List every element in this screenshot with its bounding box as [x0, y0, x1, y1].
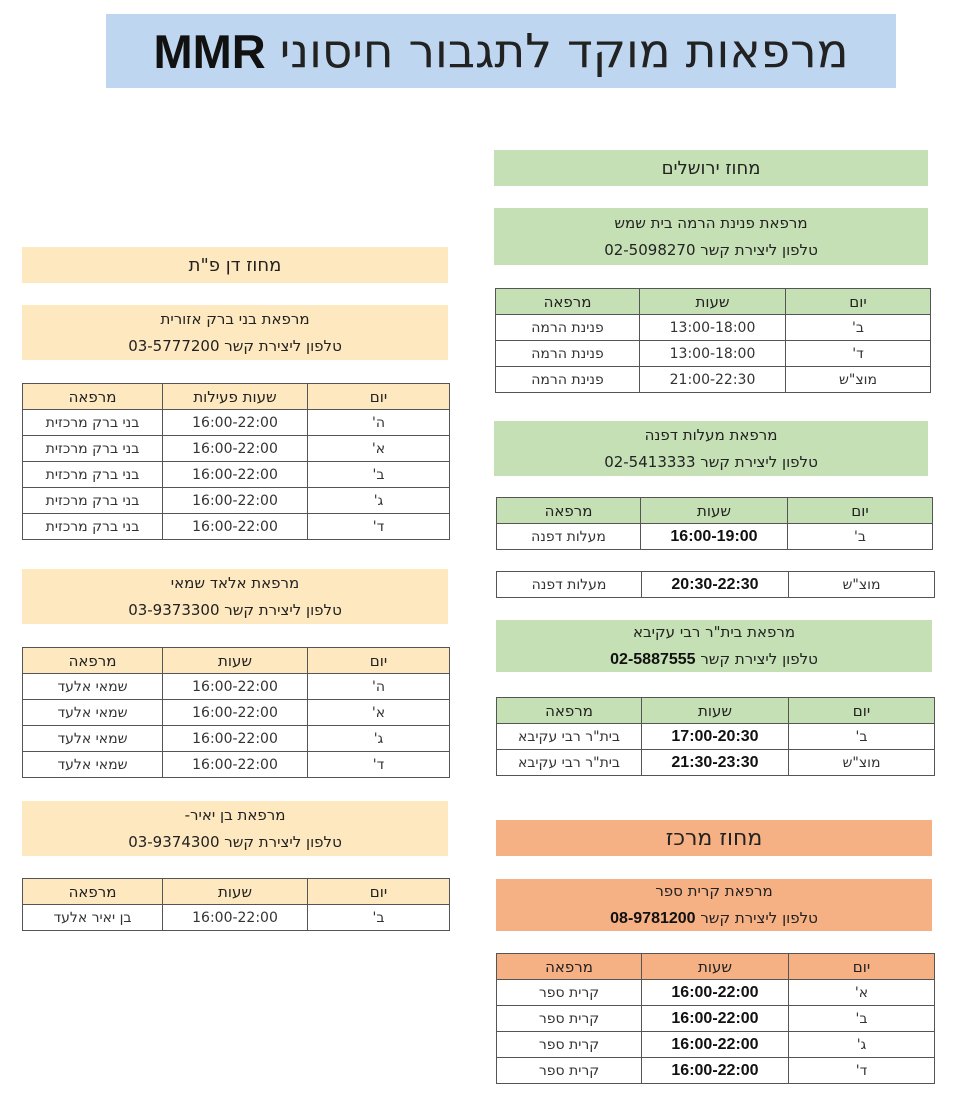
kiryat-sefer-clinic-card — [496, 879, 932, 931]
phone-label: טלפון ליצירת קשר — [700, 650, 818, 668]
dan-district-header — [22, 247, 448, 283]
table-row — [496, 341, 931, 367]
pninat-clinic-card — [494, 208, 928, 265]
clinic-phone-line — [128, 333, 342, 360]
page-title — [106, 14, 896, 88]
cell-clinic: בני ברק מרכזית — [23, 462, 163, 488]
hours-value: 16:00-22:00 — [192, 466, 278, 483]
cell-hours — [642, 572, 789, 598]
header-hours: שעות — [163, 648, 308, 674]
header-clinic: מרפאה — [497, 498, 641, 524]
cell-day: ב' — [308, 462, 450, 488]
header-clinic: מרפאה — [23, 384, 163, 410]
cell-hours — [163, 462, 308, 488]
elad-schedule-table — [22, 647, 450, 778]
phone-label: טלפון ליצירת קשר — [700, 452, 818, 471]
ben-yair-clinic-card — [22, 801, 448, 856]
phone-number: 02-5098270 — [604, 240, 696, 259]
clinic-name: מרפאת בית"ר רבי עקיבא — [632, 623, 796, 641]
clinic-name: מרפאת אלאד שמאי — [170, 573, 300, 592]
hours-value: 16:00-22:00 — [192, 730, 278, 747]
table-header-row — [497, 498, 933, 524]
clinic-phone-line — [604, 449, 818, 476]
header-hours: שעות — [640, 289, 786, 315]
clinic-phone-line — [128, 597, 342, 624]
elad-clinic-card — [22, 569, 448, 624]
table-row — [497, 724, 935, 750]
cell-day: מוצ"ש — [789, 572, 935, 598]
hours-value: 16:00-22:00 — [192, 909, 278, 926]
cell-hours — [642, 1058, 789, 1084]
district-title: מחוז ירושלים — [661, 157, 761, 179]
cell-day: מוצ"ש — [786, 367, 931, 393]
cell-day: ב' — [308, 905, 450, 931]
cell-day: ב' — [789, 724, 935, 750]
cell-clinic: שמאי אלעד — [23, 752, 163, 778]
phone-label: טלפון ליצירת קשר — [700, 909, 818, 927]
phone-number: 03-9373300 — [128, 600, 220, 619]
center-district-header — [496, 820, 932, 856]
hours-value: 17:00-20:30 — [671, 727, 759, 745]
header-clinic: מרפאה — [497, 698, 642, 724]
table-row — [23, 488, 450, 514]
title-hebrew: מרפאות מוקד לתגבור חיסוני — [279, 23, 849, 79]
bnei-brak-clinic-card — [22, 305, 448, 360]
table-row — [23, 700, 450, 726]
header-hours: שעות — [641, 498, 788, 524]
table-row — [497, 980, 935, 1006]
table-row — [497, 1058, 935, 1084]
table-row — [23, 514, 450, 540]
hours-value: 21:30-23:30 — [671, 753, 759, 771]
table-row — [497, 524, 933, 550]
clinic-name: מרפאת בני ברק אזורית — [160, 309, 310, 328]
table-row — [23, 410, 450, 436]
cell-hours — [642, 1006, 789, 1032]
cell-clinic: מעלות דפנה — [497, 572, 642, 598]
hours-value: 16:00-22:00 — [192, 440, 278, 457]
cell-clinic: בני ברק מרכזית — [23, 436, 163, 462]
phone-label: טלפון ליצירת קשר — [224, 336, 342, 355]
table-row — [497, 750, 935, 776]
cell-clinic: בני ברק מרכזית — [23, 488, 163, 514]
hours-value: 16:00-22:00 — [192, 492, 278, 509]
table-header-row — [23, 648, 450, 674]
cell-hours — [641, 524, 788, 550]
hours-value: 13:00-18:00 — [669, 319, 756, 336]
cell-day: ג' — [308, 488, 450, 514]
clinic-phone-line — [610, 905, 818, 932]
header-day: יום — [308, 879, 450, 905]
cell-clinic: קרית ספר — [497, 1006, 642, 1032]
cell-hours — [642, 750, 789, 776]
table-row — [23, 726, 450, 752]
hours-value: 16:00-22:00 — [671, 983, 759, 1001]
hours-value: 16:00-19:00 — [670, 527, 758, 545]
hours-value: 21:00-22:30 — [669, 371, 756, 388]
phone-label: טלפון ליצירת קשר — [224, 832, 342, 851]
hours-value: 16:00-22:00 — [671, 1035, 759, 1053]
cell-day: א' — [308, 700, 450, 726]
cell-clinic: שמאי אלעד — [23, 674, 163, 700]
bnei-brak-schedule-table — [22, 383, 450, 540]
cell-clinic: פנינת הרמה — [496, 315, 640, 341]
cell-day: א' — [789, 980, 935, 1006]
title-mmr: MMR — [153, 24, 266, 78]
cell-clinic: בן יאיר אלעד — [23, 905, 163, 931]
clinic-name: מרפאת קרית ספר — [655, 882, 773, 900]
phone-label: טלפון ליצירת קשר — [700, 240, 818, 259]
cell-hours — [163, 410, 308, 436]
cell-day: ד' — [786, 341, 931, 367]
cell-day: ה' — [308, 674, 450, 700]
cell-clinic: בית"ר רבי עקיבא — [497, 724, 642, 750]
cell-day: ב' — [788, 524, 933, 550]
phone-number: 08-9781200 — [610, 910, 696, 927]
header-day: יום — [789, 954, 935, 980]
phone-number: 02-5413333 — [604, 452, 696, 471]
cell-clinic: קרית ספר — [497, 980, 642, 1006]
header-hours: שעות — [163, 879, 308, 905]
hours-value: 16:00-22:00 — [192, 678, 278, 695]
table-row — [23, 436, 450, 462]
table-row — [23, 462, 450, 488]
maalot-schedule-table — [496, 497, 933, 550]
cell-hours — [640, 315, 786, 341]
cell-hours — [163, 752, 308, 778]
table-header-row — [23, 879, 450, 905]
cell-day: ד' — [308, 514, 450, 540]
cell-clinic: שמאי אלעד — [23, 726, 163, 752]
cell-clinic: פנינת הרמה — [496, 341, 640, 367]
header-hours: שעות — [642, 954, 789, 980]
header-day: יום — [788, 498, 933, 524]
hours-value: 16:00-22:00 — [192, 414, 278, 431]
hours-value: 16:00-22:00 — [671, 1009, 759, 1027]
cell-hours — [640, 367, 786, 393]
clinic-phone-line — [604, 237, 818, 264]
cell-day: ד' — [308, 752, 450, 778]
table-header-row — [23, 384, 450, 410]
table-row — [496, 315, 931, 341]
table-row — [23, 905, 450, 931]
district-title: מחוז דן פ"ת — [188, 254, 282, 276]
pninat-schedule-table — [495, 288, 931, 393]
clinic-phone-line — [610, 646, 818, 673]
table-row — [497, 572, 935, 598]
hours-value: 13:00-18:00 — [669, 345, 756, 362]
akiva-clinic-card — [496, 620, 932, 672]
table-row — [497, 1032, 935, 1058]
hours-value: 16:00-22:00 — [192, 518, 278, 535]
cell-hours — [163, 905, 308, 931]
phone-number: 02-5887555 — [610, 651, 696, 668]
cell-hours — [163, 514, 308, 540]
header-clinic: מרפאה — [23, 648, 163, 674]
cell-clinic: פנינת הרמה — [496, 367, 640, 393]
table-row — [23, 752, 450, 778]
header-clinic: מרפאה — [497, 954, 642, 980]
cell-hours — [642, 724, 789, 750]
maalot-clinic-card — [494, 421, 928, 476]
cell-day: מוצ"ש — [789, 750, 935, 776]
header-day: יום — [308, 648, 450, 674]
clinic-name: מרפאת פנינת הרמה בית שמש — [614, 213, 808, 232]
cell-clinic: בני ברק מרכזית — [23, 514, 163, 540]
cell-hours — [163, 674, 308, 700]
header-hours: שעות פעילות — [163, 384, 308, 410]
phone-label: טלפון ליצירת קשר — [224, 600, 342, 619]
clinic-name: מרפאת מעלות דפנה — [644, 425, 778, 444]
cell-hours — [163, 436, 308, 462]
header-clinic: מרפאה — [496, 289, 640, 315]
header-clinic: מרפאה — [23, 879, 163, 905]
cell-clinic: מעלות דפנה — [497, 524, 641, 550]
akiva-schedule-table — [496, 697, 935, 776]
header-day: יום — [308, 384, 450, 410]
clinic-phone-line — [128, 829, 342, 856]
hours-value: 20:30-22:30 — [671, 575, 759, 593]
cell-hours — [640, 341, 786, 367]
cell-day: ג' — [789, 1032, 935, 1058]
cell-day: ב' — [789, 1006, 935, 1032]
cell-clinic: קרית ספר — [497, 1032, 642, 1058]
table-header-row — [497, 954, 935, 980]
cell-hours — [163, 726, 308, 752]
hours-value: 16:00-22:00 — [671, 1061, 759, 1079]
table-row — [23, 674, 450, 700]
cell-clinic: קרית ספר — [497, 1058, 642, 1084]
cell-hours — [163, 488, 308, 514]
table-header-row — [497, 698, 935, 724]
cell-day: ה' — [308, 410, 450, 436]
cell-clinic: בני ברק מרכזית — [23, 410, 163, 436]
clinic-name: מרפאת בן יאיר- — [184, 805, 286, 824]
header-hours: שעות — [642, 698, 789, 724]
cell-day: ב' — [786, 315, 931, 341]
maalot-saturday-table — [496, 571, 935, 598]
cell-clinic: בית"ר רבי עקיבא — [497, 750, 642, 776]
kiryat-sefer-schedule-table — [496, 953, 935, 1084]
hours-value: 16:00-22:00 — [192, 756, 278, 773]
jerusalem-district-header — [494, 150, 928, 186]
cell-day: ד' — [789, 1058, 935, 1084]
header-day: יום — [786, 289, 931, 315]
cell-hours — [163, 700, 308, 726]
cell-day: א' — [308, 436, 450, 462]
phone-number: 03-5777200 — [128, 336, 220, 355]
cell-day: ג' — [308, 726, 450, 752]
header-day: יום — [789, 698, 935, 724]
table-header-row — [496, 289, 931, 315]
cell-hours — [642, 1032, 789, 1058]
district-title: מחוז מרכז — [665, 825, 763, 851]
phone-number: 03-9374300 — [128, 832, 220, 851]
table-row — [496, 367, 931, 393]
cell-hours — [642, 980, 789, 1006]
cell-clinic: שמאי אלעד — [23, 700, 163, 726]
hours-value: 16:00-22:00 — [192, 704, 278, 721]
table-row — [497, 1006, 935, 1032]
ben-yair-schedule-table — [22, 878, 450, 931]
